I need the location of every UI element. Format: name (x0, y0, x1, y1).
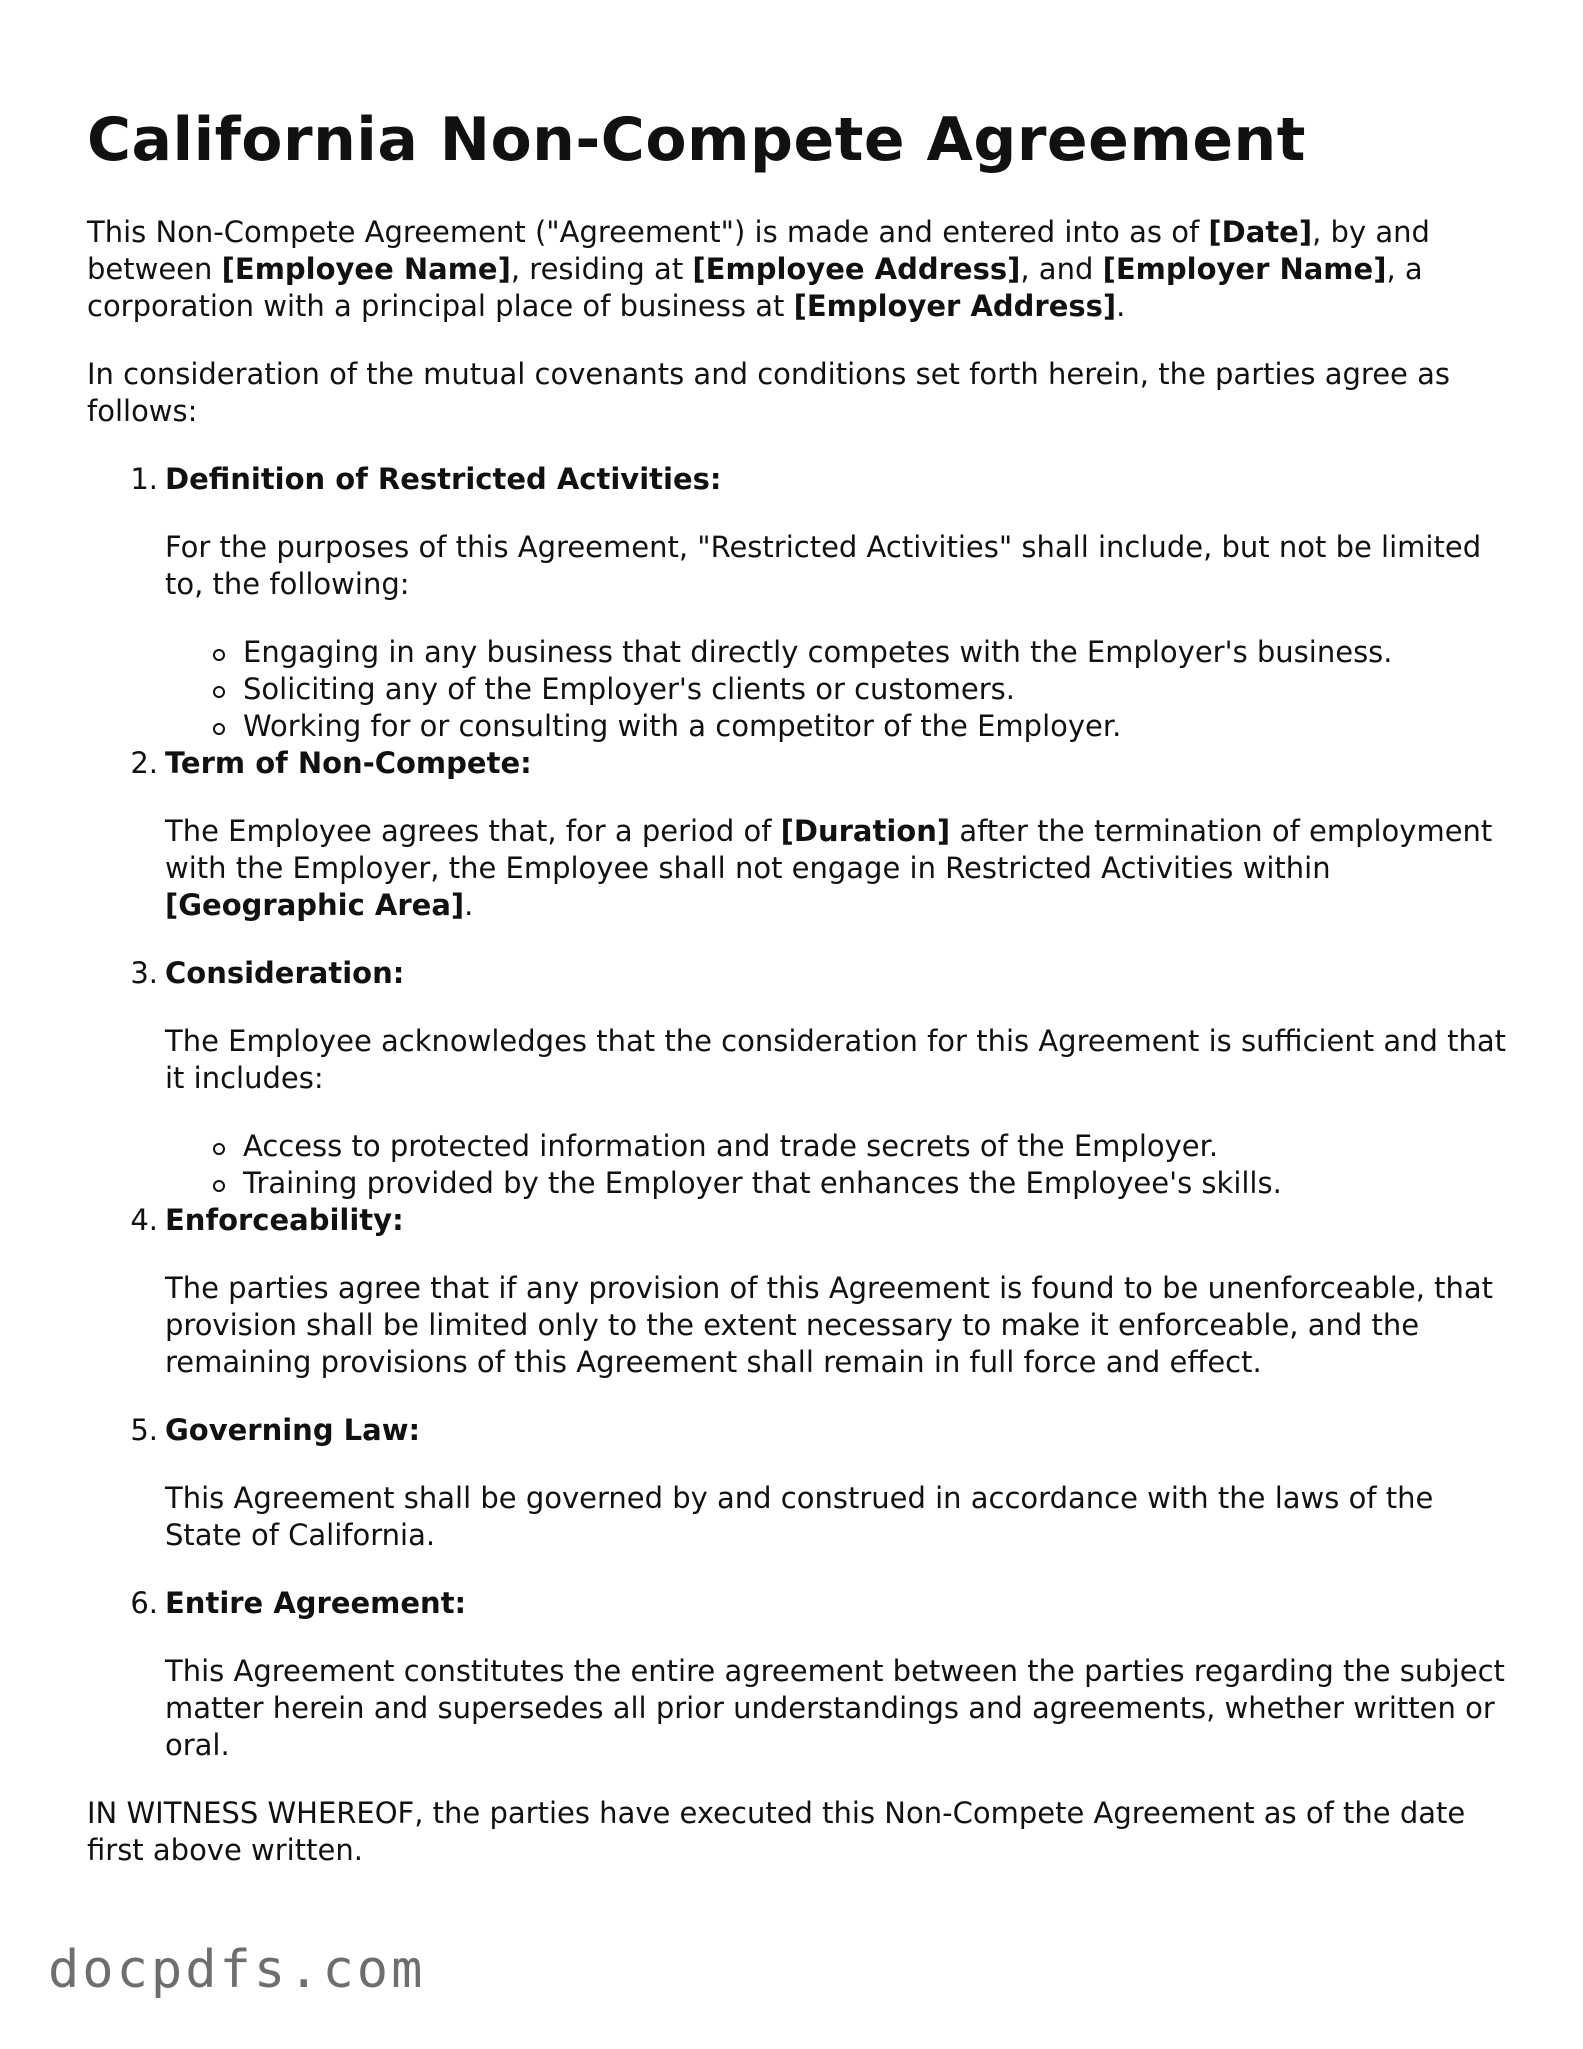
document-title: California Non-Compete Agreement (87, 105, 1306, 175)
sections-list (87, 461, 1507, 1764)
intro-text: , and (1020, 252, 1103, 286)
section-title: Entire Agreement: (165, 1586, 467, 1620)
employee-address-placeholder: [Employee Address] (692, 252, 1021, 286)
section-title: Term of Non-Compete: (165, 746, 532, 780)
intro-text: , a corporation with a principal place of business at (87, 252, 1423, 323)
section-restricted-activities (87, 461, 1507, 745)
list-item-text: Working for or consulting with a competitor of the Employer. (243, 709, 1122, 743)
section-number: 4. (130, 1203, 158, 1237)
circle-bullet-icon (213, 649, 225, 661)
employer-address-placeholder: [Employer Address] (793, 289, 1117, 323)
section-title: Definition of Restricted Activities: (165, 462, 722, 496)
watermark: docpdfs.com (48, 1940, 426, 2000)
section-title: Consideration: (165, 956, 405, 990)
section-number: 6. (130, 1586, 158, 1620)
section-title: Governing Law: (165, 1413, 421, 1447)
list-item (243, 1128, 1507, 1165)
section-entire-agreement (87, 1585, 1507, 1764)
list-item (243, 634, 1507, 671)
section-number: 1. (130, 462, 158, 496)
section-consideration (87, 955, 1507, 1202)
list-item-text: Engaging in any business that directly competes with the Employer's business. (243, 635, 1393, 669)
bullet-list (165, 1128, 1507, 1202)
section-body (165, 813, 1507, 924)
section-body: This Agreement constitutes the entire agreement between the parties regarding the subject matter herein and supersedes all prior understandings and agreements, whether written or oral. (165, 1654, 1505, 1762)
list-item (243, 1165, 1507, 1202)
section-body: For the purposes of this Agreement, "Restricted Activities" shall include, but not be limited to, the following: (165, 530, 1482, 601)
list-item-text: Training provided by the Employer that enhances the Employee's skills. (243, 1166, 1282, 1200)
body-text: . (464, 888, 474, 922)
section-enforceability (87, 1202, 1507, 1381)
body-text: The Employee agrees that, for a period of (165, 814, 781, 848)
intro-text: . (1116, 289, 1126, 323)
list-item (243, 708, 1507, 745)
section-body: This Agreement shall be governed by and construed in accordance with the laws of the State of California. (165, 1481, 1434, 1552)
list-item-text: Soliciting any of the Employer's clients or customers. (243, 672, 1015, 706)
document-page (87, 104, 1507, 1900)
section-body: The Employee acknowledges that the consideration for this Agreement is sufficient and that it includes: (165, 1024, 1506, 1095)
section-governing-law (87, 1412, 1507, 1554)
circle-bullet-icon (213, 686, 225, 698)
section-number: 2. (130, 746, 158, 780)
employee-name-placeholder: [Employee Name] (221, 252, 511, 286)
section-body: The parties agree that if any provision of this Agreement is found to be unenforceable, that provision shall be limited only to the extent necessary to make it enforceable, and the remaining provisions of this Agreement shall remain in full force and effect. (165, 1271, 1494, 1379)
list-item-text: Access to protected information and trade secrets of the Employer. (243, 1129, 1219, 1163)
body-text: after the termination of employment with the Employer, the Employee shall not engage in Restricted Activities within (165, 814, 1493, 885)
intro-paragraph (87, 214, 1507, 325)
duration-placeholder: [Duration] (780, 814, 951, 848)
circle-bullet-icon (213, 723, 225, 735)
section-number: 3. (130, 956, 158, 990)
date-placeholder: [Date] (1208, 215, 1313, 249)
section-number: 5. (130, 1413, 158, 1447)
section-term (87, 745, 1507, 924)
consideration-intro: In consideration of the mutual covenants and conditions set forth herein, the parties agree as follows: (87, 357, 1450, 428)
section-title: Enforceability: (165, 1203, 404, 1237)
intro-text: , residing at (510, 252, 693, 286)
geographic-area-placeholder: [Geographic Area] (165, 888, 465, 922)
circle-bullet-icon (213, 1180, 225, 1192)
employer-name-placeholder: [Employer Name] (1102, 252, 1387, 286)
list-item (243, 671, 1507, 708)
intro-text: , by and between (87, 215, 1430, 286)
intro-text: This Non-Compete Agreement ("Agreement") is made and entered into as of (87, 215, 1209, 249)
witness-paragraph: IN WITNESS WHEREOF, the parties have executed this Non-Compete Agreement as of the date first above written. (87, 1796, 1466, 1867)
circle-bullet-icon (213, 1143, 225, 1155)
bullet-list (165, 634, 1507, 745)
